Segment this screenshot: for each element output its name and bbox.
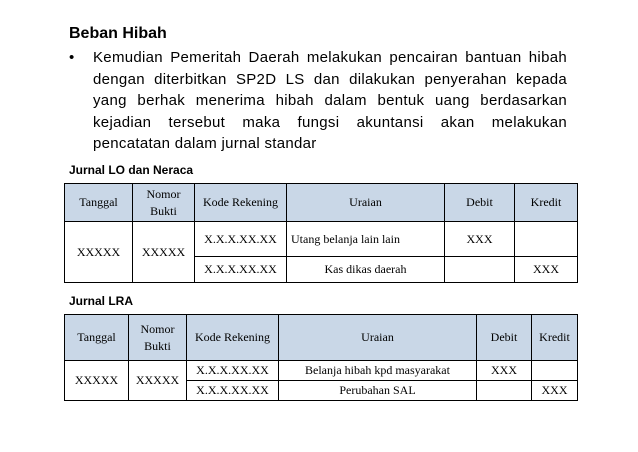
jurnal-lra-table (64, 314, 578, 401)
bullet-paragraph (69, 47, 567, 155)
header-kode-rekening: Kode Rekening (187, 315, 279, 361)
header-kredit: Kredit (532, 315, 578, 361)
cell-uraian: Kas dikas daerah (287, 257, 445, 283)
header-uraian: Uraian (287, 184, 445, 222)
cell-nomor-bukti: XXXXX (129, 361, 187, 401)
table-row (65, 361, 578, 381)
cell-kredit: XXX (532, 381, 578, 401)
table-header-row (65, 184, 578, 222)
cell-debit: XXX (445, 222, 515, 257)
cell-kredit (515, 222, 578, 257)
cell-kredit (532, 361, 578, 381)
cell-tanggal: XXXXX (65, 361, 129, 401)
cell-uraian: Utang belanja lain lain (287, 222, 445, 257)
header-tanggal: Tanggal (65, 184, 133, 222)
table-header-row (65, 315, 578, 361)
cell-tanggal: XXXXX (65, 222, 133, 283)
cell-kode-rekening: X.X.X.XX.XX (187, 381, 279, 401)
header-kredit: Kredit (515, 184, 578, 222)
jurnal-lra-title: Jurnal LRA (69, 294, 134, 308)
header-debit: Debit (445, 184, 515, 222)
cell-debit (445, 257, 515, 283)
cell-kredit: XXX (515, 257, 578, 283)
header-tanggal: Tanggal (65, 315, 129, 361)
bullet-text: Kemudian Pemeritah Daerah melakukan pencairan bantuan hibah dengan diterbitkan SP2D LS dan dilakukan penyerahan kepada yang berhak menerima hibah dalam bentuk uang berdasarkan kejadian tersebut maka fungsi akuntansi akan melakukan pencatatan dalam jurnal standar (93, 49, 567, 152)
cell-uraian: Perubahan SAL (279, 381, 477, 401)
table-row (65, 222, 578, 257)
header-uraian: Uraian (279, 315, 477, 361)
cell-uraian: Belanja hibah kpd masyarakat (279, 361, 477, 381)
cell-nomor-bukti: XXXXX (133, 222, 195, 283)
cell-kode-rekening: X.X.X.XX.XX (195, 257, 287, 283)
header-debit: Debit (477, 315, 532, 361)
bullet-icon: • (69, 49, 75, 66)
header-kode-rekening: Kode Rekening (195, 184, 287, 222)
header-nomor-bukti: Nomor Bukti (129, 315, 187, 361)
cell-kode-rekening: X.X.X.XX.XX (195, 222, 287, 257)
page-heading: Beban Hibah (69, 25, 167, 42)
cell-kode-rekening: X.X.X.XX.XX (187, 361, 279, 381)
cell-debit (477, 381, 532, 401)
jurnal-lo-table (64, 183, 578, 283)
jurnal-lo-title: Jurnal LO dan Neraca (69, 163, 194, 177)
cell-debit: XXX (477, 361, 532, 381)
header-nomor-bukti: Nomor Bukti (133, 184, 195, 222)
